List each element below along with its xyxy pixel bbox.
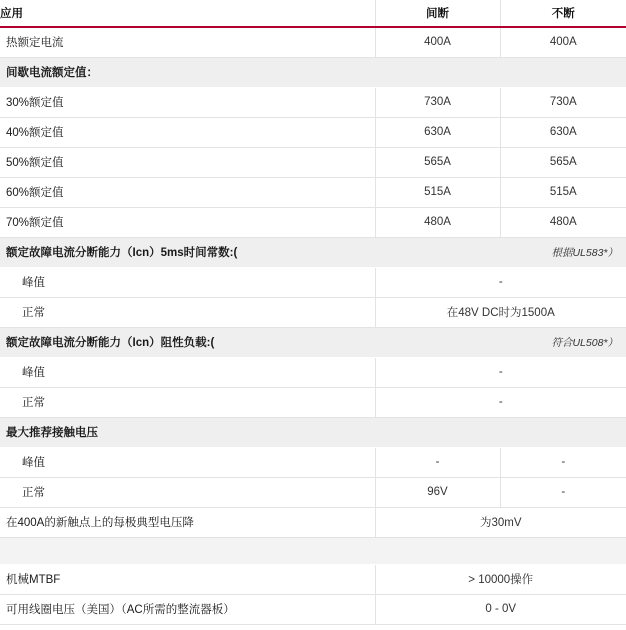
row-value-merged: 在48V DC时为1500A	[375, 297, 626, 327]
table-spacer-row	[0, 537, 626, 564]
row-value-intermittent: 96V	[375, 477, 500, 507]
table-section-row	[0, 417, 626, 447]
header-cell-intermittent: 间断	[375, 0, 500, 27]
row-value-merged: 0 - 0V	[375, 594, 626, 624]
row-value-continuous: -	[500, 477, 626, 507]
table-row	[0, 477, 626, 507]
row-label: 可用线圈电压（美国）（AC所需的整流器板）	[0, 594, 375, 624]
row-value-continuous: -	[500, 447, 626, 477]
row-value-continuous: 480A	[500, 207, 626, 237]
table-row	[0, 267, 626, 297]
row-label: 正常	[0, 477, 375, 507]
row-value-intermittent: 515A	[375, 177, 500, 207]
table-row	[0, 447, 626, 477]
row-label: 60%额定值	[0, 177, 375, 207]
section-label: 额定故障电流分断能力（Icn）5ms时间常数:(	[0, 237, 375, 267]
table-row	[0, 207, 626, 237]
row-value-merged: -	[375, 357, 626, 387]
row-label: 峰值	[0, 267, 375, 297]
row-value-intermittent: 630A	[375, 117, 500, 147]
table-row	[0, 27, 626, 57]
table-row	[0, 387, 626, 417]
table-row	[0, 147, 626, 177]
table-section-row	[0, 57, 626, 87]
section-note: 根据UL583*）	[375, 237, 626, 267]
table-row	[0, 564, 626, 594]
row-value-intermittent: 480A	[375, 207, 500, 237]
table-row	[0, 507, 626, 537]
row-value-merged: -	[375, 387, 626, 417]
table-row	[0, 297, 626, 327]
table-section-row	[0, 237, 626, 267]
row-value-intermittent: 400A	[375, 27, 500, 57]
row-value-continuous: 565A	[500, 147, 626, 177]
table-row	[0, 87, 626, 117]
row-label: 机械MTBF	[0, 564, 375, 594]
row-label: 50%额定值	[0, 147, 375, 177]
table-spacer-cell	[0, 537, 626, 564]
row-label: 30%额定值	[0, 87, 375, 117]
section-label: 最大推荐接触电压	[0, 417, 375, 447]
row-value-intermittent: -	[375, 447, 500, 477]
header-cell-application: 应用	[0, 0, 375, 27]
row-label: 40%额定值	[0, 117, 375, 147]
section-label: 额定故障电流分断能力（Icn）阻性负载:(	[0, 327, 375, 357]
row-value-continuous: 730A	[500, 87, 626, 117]
table-row	[0, 357, 626, 387]
table-row	[0, 594, 626, 624]
section-note	[375, 57, 626, 87]
row-label: 正常	[0, 297, 375, 327]
row-label: 峰值	[0, 357, 375, 387]
row-label: 70%额定值	[0, 207, 375, 237]
table-row	[0, 177, 626, 207]
row-value-continuous: 400A	[500, 27, 626, 57]
row-value-merged: > 10000操作	[375, 564, 626, 594]
row-value-intermittent: 565A	[375, 147, 500, 177]
row-value-merged: 为30mV	[375, 507, 626, 537]
table-header-row	[0, 0, 626, 27]
header-cell-continuous: 不断	[500, 0, 626, 27]
section-note: 符合UL508*）	[375, 327, 626, 357]
row-value-merged: -	[375, 267, 626, 297]
row-value-continuous: 515A	[500, 177, 626, 207]
row-value-continuous: 630A	[500, 117, 626, 147]
row-label: 热额定电流	[0, 27, 375, 57]
row-label: 在400A的新触点上的每极典型电压降	[0, 507, 375, 537]
row-label: 正常	[0, 387, 375, 417]
section-note	[375, 417, 626, 447]
row-label: 峰值	[0, 447, 375, 477]
table-section-row	[0, 327, 626, 357]
row-value-intermittent: 730A	[375, 87, 500, 117]
table-row	[0, 117, 626, 147]
section-label: 间歇电流额定值：	[0, 57, 375, 87]
